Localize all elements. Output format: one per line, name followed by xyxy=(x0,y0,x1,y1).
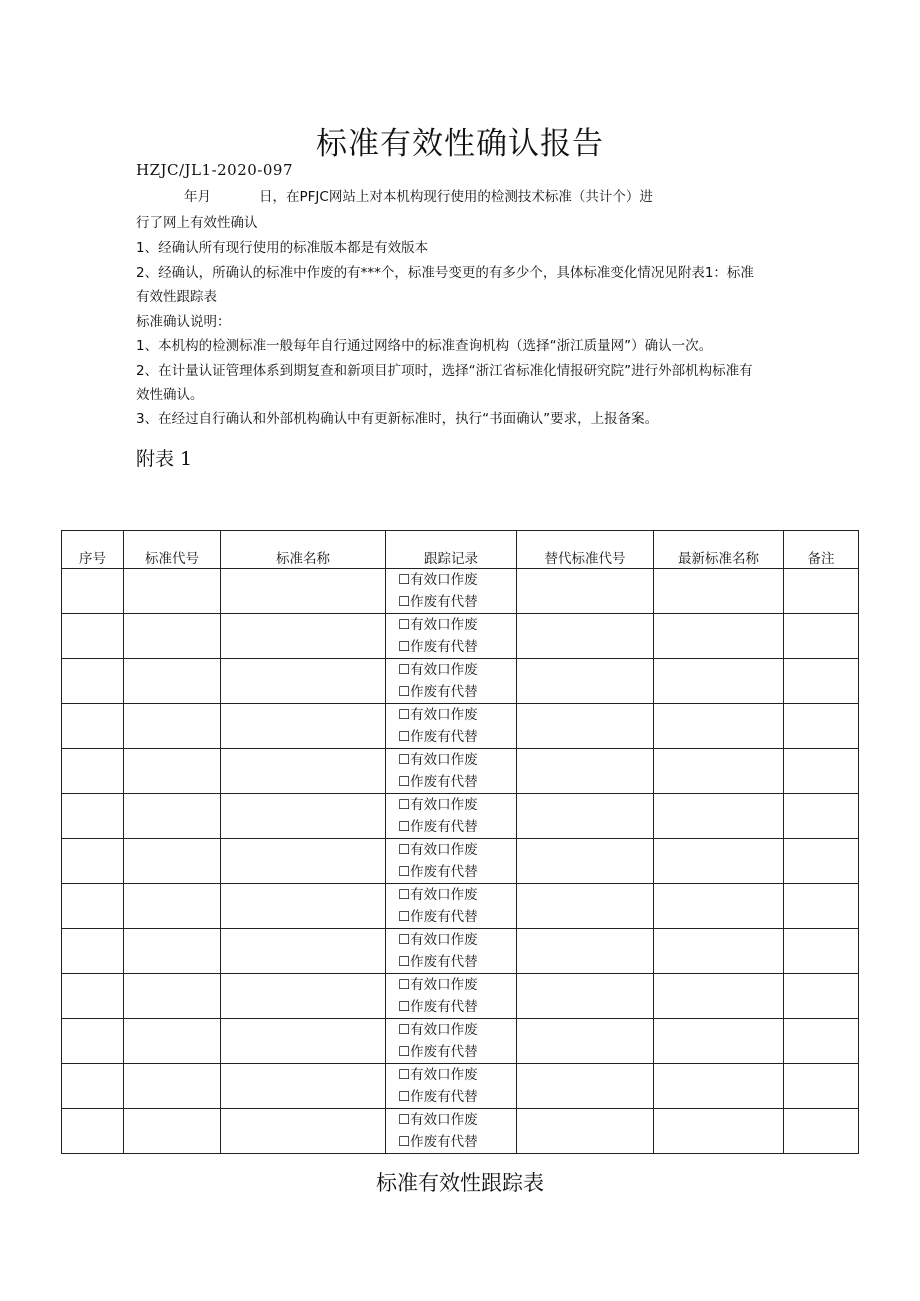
appendix-label: 附表 1 xyxy=(136,448,193,470)
item-2-line-1: 2、经确认，所确认的标准中作废的有***个，标准号变更的有多少个，具体标准变化情况见附表1：标准 xyxy=(136,265,754,281)
table-header-row xyxy=(62,531,859,569)
cell-remarks[interactable] xyxy=(784,839,859,884)
table-row xyxy=(62,884,859,929)
cell-replacement-code[interactable] xyxy=(517,1019,654,1064)
cell-index[interactable] xyxy=(62,614,124,659)
tracking-option-replaced[interactable]: ☐作废有代替 xyxy=(398,909,478,925)
cell-tracking-record xyxy=(386,929,517,974)
cell-standard-name[interactable] xyxy=(221,659,386,704)
tracking-option-valid-obsolete[interactable]: ☐有效口作废 xyxy=(398,662,478,678)
cell-standard-code[interactable] xyxy=(124,929,221,974)
table-row xyxy=(62,974,859,1019)
cell-standard-name[interactable] xyxy=(221,974,386,1019)
cell-standard-code[interactable] xyxy=(124,1109,221,1154)
intro-line-2: 行了网上有效性确认 xyxy=(136,215,258,231)
cell-standard-code[interactable] xyxy=(124,1064,221,1109)
tracking-option-valid-obsolete[interactable]: ☐有效口作废 xyxy=(398,617,478,633)
cell-standard-code[interactable] xyxy=(124,704,221,749)
cell-standard-name[interactable] xyxy=(221,929,386,974)
cell-replacement-code[interactable] xyxy=(517,839,654,884)
cell-replacement-code[interactable] xyxy=(517,929,654,974)
cell-tracking-record xyxy=(386,839,517,884)
cell-latest-name[interactable] xyxy=(654,929,784,974)
tracking-option-replaced[interactable]: ☐作废有代替 xyxy=(398,999,478,1015)
document-code: HZJC/JL1-2020-097 xyxy=(136,161,294,179)
cell-index[interactable] xyxy=(62,974,124,1019)
cell-index[interactable] xyxy=(62,794,124,839)
cell-tracking-record xyxy=(386,1019,517,1064)
tracking-option-valid-obsolete[interactable]: ☐有效口作废 xyxy=(398,1067,478,1083)
table-row xyxy=(62,1019,859,1064)
cell-latest-name[interactable] xyxy=(654,614,784,659)
intro-line-1 xyxy=(184,186,653,209)
cell-index[interactable] xyxy=(62,1019,124,1064)
cell-remarks[interactable] xyxy=(784,794,859,839)
table-row xyxy=(62,839,859,884)
cell-remarks[interactable] xyxy=(784,1109,859,1154)
table-row xyxy=(62,1109,859,1154)
tracking-option-replaced[interactable]: ☐作废有代替 xyxy=(398,819,478,835)
cell-remarks[interactable] xyxy=(784,704,859,749)
cell-latest-name[interactable] xyxy=(654,794,784,839)
cell-latest-name[interactable] xyxy=(654,1109,784,1154)
cell-index[interactable] xyxy=(62,839,124,884)
cell-tracking-record xyxy=(386,749,517,794)
header-latest-name: 最新标准名称 xyxy=(654,531,784,569)
tracking-option-valid-obsolete[interactable]: ☐有效口作废 xyxy=(398,932,478,948)
cell-standard-code[interactable] xyxy=(124,794,221,839)
cell-replacement-code[interactable] xyxy=(517,614,654,659)
cell-index[interactable] xyxy=(62,569,124,614)
notes-heading: 标准确认说明： xyxy=(136,314,231,330)
cell-tracking-record xyxy=(386,1109,517,1154)
tracking-option-valid-obsolete[interactable]: ☐有效口作废 xyxy=(398,572,478,588)
tracking-option-valid-obsolete[interactable]: ☐有效口作废 xyxy=(398,842,478,858)
cell-standard-name[interactable] xyxy=(221,839,386,884)
cell-replacement-code[interactable] xyxy=(517,1109,654,1154)
cell-latest-name[interactable] xyxy=(654,974,784,1019)
cell-standard-name[interactable] xyxy=(221,1109,386,1154)
note-2-line-2: 效性确认。 xyxy=(136,387,204,403)
cell-tracking-record xyxy=(386,1064,517,1109)
cell-standard-code[interactable] xyxy=(124,974,221,1019)
cell-standard-code[interactable] xyxy=(124,659,221,704)
cell-latest-name[interactable] xyxy=(654,749,784,794)
cell-tracking-record xyxy=(386,614,517,659)
cell-standard-name[interactable] xyxy=(221,704,386,749)
cell-replacement-code[interactable] xyxy=(517,749,654,794)
tracking-option-replaced[interactable]: ☐作废有代替 xyxy=(398,774,478,790)
tracking-option-replaced[interactable]: ☐作废有代替 xyxy=(398,954,478,970)
tracking-option-replaced[interactable]: ☐作废有代替 xyxy=(398,1044,478,1060)
cell-replacement-code[interactable] xyxy=(517,974,654,1019)
cell-standard-code[interactable] xyxy=(124,749,221,794)
table-row xyxy=(62,749,859,794)
cell-latest-name[interactable] xyxy=(654,659,784,704)
table-row xyxy=(62,794,859,839)
cell-latest-name[interactable] xyxy=(654,884,784,929)
cell-replacement-code[interactable] xyxy=(517,659,654,704)
tracking-option-valid-obsolete[interactable]: ☐有效口作废 xyxy=(398,977,478,993)
cell-tracking-record xyxy=(386,659,517,704)
cell-standard-code[interactable] xyxy=(124,569,221,614)
table-row xyxy=(62,1064,859,1109)
cell-standard-name[interactable] xyxy=(221,884,386,929)
tracking-option-valid-obsolete[interactable]: ☐有效口作废 xyxy=(398,887,478,903)
tracking-option-replaced[interactable]: ☐作废有代替 xyxy=(398,594,478,610)
note-2-line-1: 2、在计量认证管理体系到期复查和新项目扩项时，选择“浙江省标准化情报研究院”进行外部机构标准有 xyxy=(136,363,753,379)
table-row xyxy=(62,569,859,614)
intro-text: 日，在PFJC网站上对本机构现行使用的检测技术标准（共计个）进 xyxy=(259,189,653,205)
header-index: 序号 xyxy=(62,531,124,569)
tracking-option-replaced[interactable]: ☐作废有代替 xyxy=(398,639,478,655)
note-1: 1、本机构的检测标准一般每年自行通过网络中的标准查询机构（选择“浙江质量网”）确认一次。 xyxy=(136,338,713,354)
cell-index[interactable] xyxy=(62,704,124,749)
cell-replacement-code[interactable] xyxy=(517,884,654,929)
cell-tracking-record xyxy=(386,974,517,1019)
tracking-option-replaced[interactable]: ☐作废有代替 xyxy=(398,864,478,880)
cell-tracking-record xyxy=(386,794,517,839)
cell-standard-name[interactable] xyxy=(221,1064,386,1109)
cell-latest-name[interactable] xyxy=(654,1019,784,1064)
table-row xyxy=(62,614,859,659)
cell-remarks[interactable] xyxy=(784,749,859,794)
cell-replacement-code[interactable] xyxy=(517,1064,654,1109)
cell-latest-name[interactable] xyxy=(654,1064,784,1109)
table-row xyxy=(62,704,859,749)
cell-standard-name[interactable] xyxy=(221,614,386,659)
tracking-table xyxy=(61,530,859,1154)
cell-latest-name[interactable] xyxy=(654,569,784,614)
cell-latest-name[interactable] xyxy=(654,839,784,884)
cell-remarks[interactable] xyxy=(784,974,859,1019)
tracking-option-valid-obsolete[interactable]: ☐有效口作废 xyxy=(398,797,478,813)
header-standard-code: 标准代号 xyxy=(124,531,221,569)
tracking-option-valid-obsolete[interactable]: ☐有效口作废 xyxy=(398,1022,478,1038)
cell-remarks[interactable] xyxy=(784,659,859,704)
cell-standard-name[interactable] xyxy=(221,794,386,839)
cell-index[interactable] xyxy=(62,659,124,704)
header-tracking-record: 跟踪记录 xyxy=(386,531,517,569)
cell-remarks[interactable] xyxy=(784,569,859,614)
cell-tracking-record xyxy=(386,704,517,749)
tracking-option-replaced[interactable]: ☐作废有代替 xyxy=(398,1134,478,1150)
cell-index[interactable] xyxy=(62,929,124,974)
cell-remarks[interactable] xyxy=(784,929,859,974)
tracking-option-valid-obsolete[interactable]: ☐有效口作废 xyxy=(398,752,478,768)
cell-standard-code[interactable] xyxy=(124,1019,221,1064)
header-remarks: 备注 xyxy=(784,531,859,569)
cell-index[interactable] xyxy=(62,1109,124,1154)
cell-standard-code[interactable] xyxy=(124,884,221,929)
cell-index[interactable] xyxy=(62,884,124,929)
item-2-line-2: 有效性跟踪表 xyxy=(136,289,217,305)
header-replacement-code: 替代标准代号 xyxy=(517,531,654,569)
tracking-option-valid-obsolete[interactable]: ☐有效口作废 xyxy=(398,707,478,723)
cell-replacement-code[interactable] xyxy=(517,704,654,749)
tracking-option-replaced[interactable]: ☐作废有代替 xyxy=(398,684,478,700)
cell-index[interactable] xyxy=(62,749,124,794)
intro-prefix: 年月 xyxy=(184,189,211,205)
cell-latest-name[interactable] xyxy=(654,704,784,749)
cell-standard-name[interactable] xyxy=(221,569,386,614)
tracking-option-valid-obsolete[interactable]: ☐有效口作废 xyxy=(398,1112,478,1128)
table-row xyxy=(62,659,859,704)
cell-standard-code[interactable] xyxy=(124,614,221,659)
cell-tracking-record xyxy=(386,569,517,614)
cell-standard-name[interactable] xyxy=(221,1019,386,1064)
cell-index[interactable] xyxy=(62,1064,124,1109)
cell-remarks[interactable] xyxy=(784,614,859,659)
cell-replacement-code[interactable] xyxy=(517,794,654,839)
table-caption: 标准有效性跟踪表 xyxy=(376,1171,544,1195)
header-standard-name: 标准名称 xyxy=(221,531,386,569)
table-row xyxy=(62,929,859,974)
page-title: 标准有效性确认报告 xyxy=(316,126,604,162)
cell-tracking-record xyxy=(386,884,517,929)
cell-remarks[interactable] xyxy=(784,884,859,929)
item-1: 1、经确认所有现行使用的标准版本都是有效版本 xyxy=(136,240,429,256)
note-3: 3、在经过自行确认和外部机构确认中有更新标准时，执行“书面确认”要求，上报备案。 xyxy=(136,411,659,427)
cell-remarks[interactable] xyxy=(784,1019,859,1064)
cell-standard-name[interactable] xyxy=(221,749,386,794)
cell-standard-code[interactable] xyxy=(124,839,221,884)
tracking-option-replaced[interactable]: ☐作废有代替 xyxy=(398,1089,478,1105)
tracking-option-replaced[interactable]: ☐作废有代替 xyxy=(398,729,478,745)
cell-replacement-code[interactable] xyxy=(517,569,654,614)
cell-remarks[interactable] xyxy=(784,1064,859,1109)
